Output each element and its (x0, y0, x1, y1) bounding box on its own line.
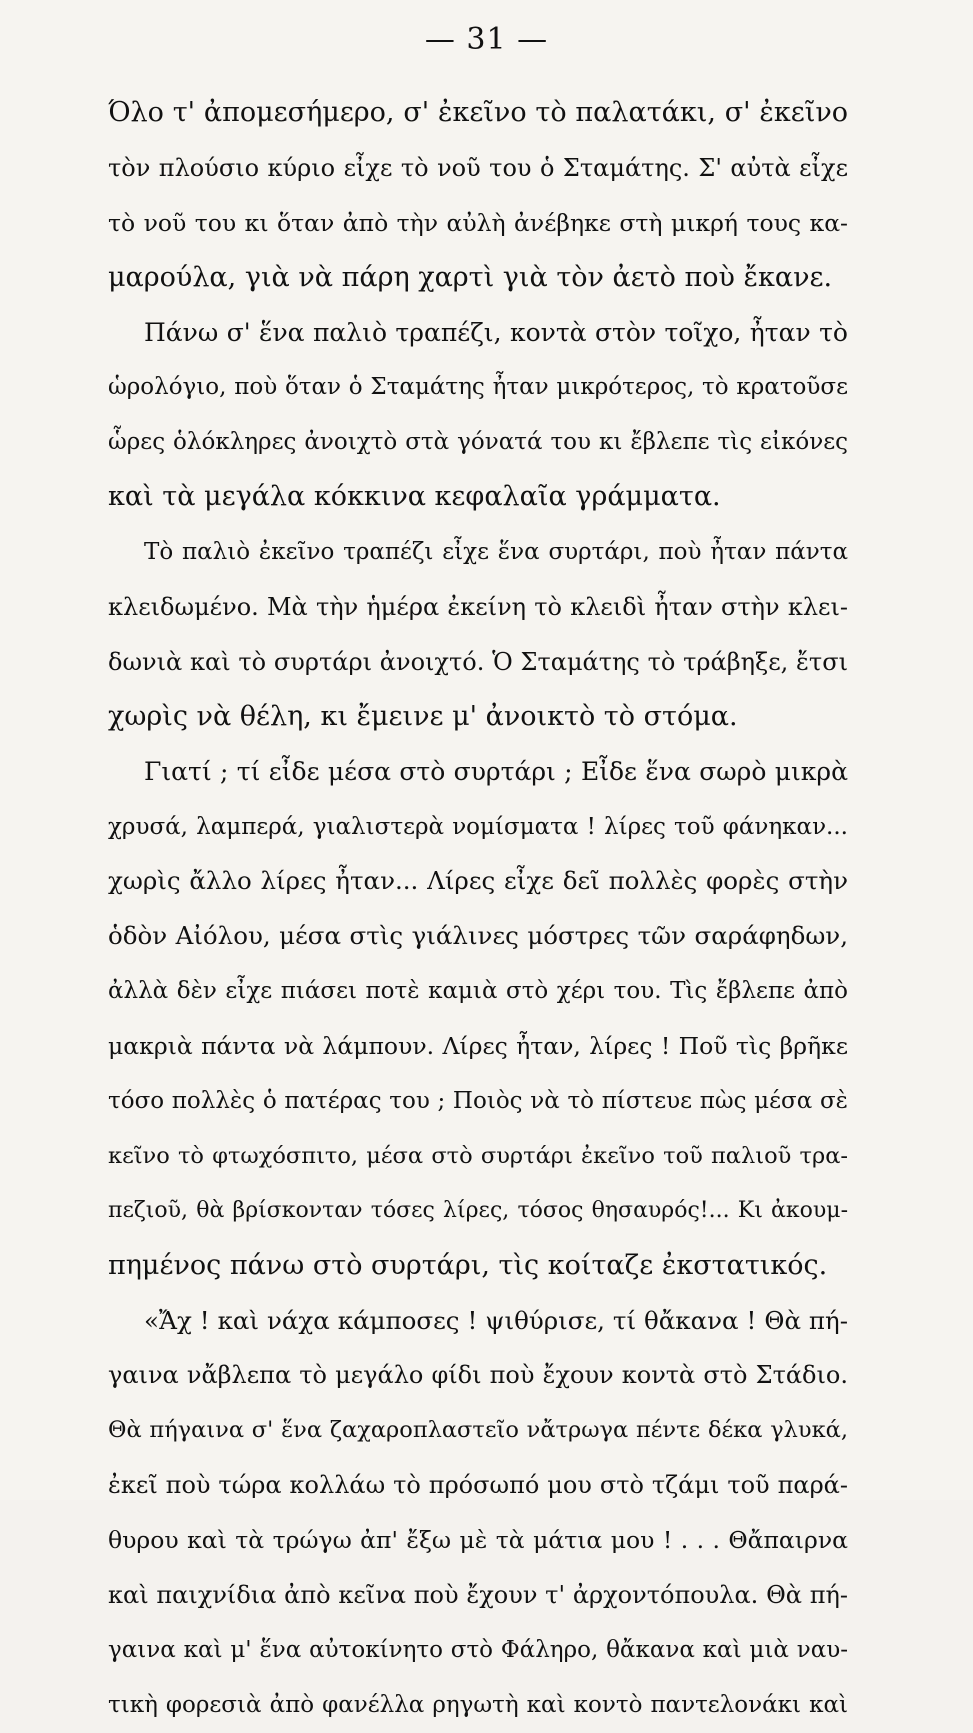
text-line: πεζιοῦ, θὰ βρίσκονταν τόσες λίρες, τόσος θησαυρός!... Κι ἀκουμ- (108, 1197, 848, 1223)
text-line: χωρὶς νὰ θέλη, κι ἔμεινε μ' ἀνοικτὸ τὸ στόμα. (108, 700, 738, 732)
text-line: θυρου καὶ τὰ τρώγω ἀπ' ἔξω μὲ τὰ μάτια μου ! . . . Θἄπαιρνα (108, 1526, 848, 1555)
text-line: ὧρες ὁλόκληρες ἀνοιχτὸ στὰ γόνατά του κι ἔβλεπε τὶς εἰκόνες (108, 429, 848, 456)
text-line: Όλο τ' ἀπομεσήμερο, σ' ἐκεῖνο τὸ παλατάκι, σ' ἐκεῖνο (108, 97, 848, 128)
text-line: καὶ τὰ μεγάλα κόκκινα κεφαλαῖα γράμματα. (108, 481, 721, 513)
text-line: γαινα καὶ μ' ἕνα αὐτοκίνητο στὸ Φάληρο, θἄκανα καὶ μιὰ ναυ- (108, 1636, 848, 1663)
text-line: Θὰ πήγαινα σ' ἕνα ζαχαροπλαστεῖο νἄτρωγα πέντε δέκα γλυκά, (108, 1417, 848, 1444)
text-line: τικὴ φορεσιὰ ἀπὸ φανέλλα ρηγωτὴ καὶ κοντὸ παντελονάκι καὶ (108, 1691, 848, 1718)
text-line: τὸν πλούσιο κύριο εἶχε τὸ νοῦ του ὁ Σταμάτης. Σ' αὐτὰ εἶχε (108, 153, 848, 182)
text-line: ὁδὸν Αἰόλου, μέσα στὶς γιάλινες μόστρες τῶν σαράφηδων, (108, 921, 848, 951)
text-line: μακριὰ πάντα νὰ λάμπουν. Λίρες ἦταν, λίρες ! Ποῦ τὶς βρῆκε (108, 1032, 848, 1061)
page-number: — 31 — (424, 22, 549, 57)
text-line: μαρούλα, γιὰ νὰ πάρη χαρτὶ γιὰ τὸν ἀετὸ ποὺ ἔκανε. (108, 261, 833, 293)
text-line: χωρὶς ἄλλο λίρες ἦταν... Λίρες εἶχε δεῖ πολλὲς φορὲς στὴν (108, 866, 848, 896)
text-line: Γιατί ; τί εἶδε μέσα στὸ συρτάρι ; Εἶδε ἕνα σωρὸ μικρὰ (144, 756, 848, 786)
text-line: γαινα νἄβλεπα τὸ μεγάλο φίδι ποὺ ἔχουν κοντὰ στὸ Στάδιο. (108, 1361, 848, 1390)
text-line: δωνιὰ καὶ τὸ συρτάρι ἀνοιχτό. Ὁ Σταμάτης τὸ τράβηξε, ἔτσι (108, 647, 848, 676)
text-line: τόσο πολλὲς ὁ πατέρας του ; Ποιὸς νὰ τὸ πίστευε πὼς μέσα σὲ (108, 1088, 848, 1115)
text-line: κλειδωμένο. Μὰ τὴν ἡμέρα ἐκείνη τὸ κλειδὶ ἦταν στὴν κλει- (108, 593, 848, 622)
text-line: ἐκεῖ ποὺ τώρα κολλάω τὸ πρόσωπό μου στὸ τζάμι τοῦ παρά- (108, 1471, 848, 1500)
text-line: «Ἄχ ! καὶ νάχα κάμποσες ! ψιθύρισε, τί θἄκανα ! Θὰ πή- (144, 1305, 848, 1335)
body-text (108, 86, 848, 1733)
text-line: τὸ νοῦ του κι ὅταν ἀπὸ τὴν αὐλὴ ἀνέβηκε στὴ μικρή τους κα- (108, 208, 848, 237)
text-line: χρυσά, λαμπερά, γιαλιστερὰ νομίσματα ! λίρες τοῦ φάνηκαν... (108, 813, 848, 840)
text-line: ἀλλὰ δὲν εἶχε πιάσει ποτὲ καμιὰ στὸ χέρι του. Τὶς ἔβλεπε ἀπὸ (108, 978, 848, 1005)
text-line: πημένος πάνω στὸ συρτάρι, τὶς κοίταζε ἐκστατικός. (108, 1249, 828, 1281)
text-line: κεῖνο τὸ φτωχόσπιτο, μέσα στὸ συρτάρι ἐκεῖνο τοῦ παλιοῦ τρα- (108, 1142, 848, 1169)
text-line: καὶ παιχνίδια ἀπὸ κεῖνα ποὺ ἔχουν τ' ἀρχοντόπουλα. Θὰ πή- (108, 1581, 848, 1610)
text-line: Πάνω σ' ἕνα παλιὸ τραπέζι, κοντὰ στὸν τοῖχο, ἦταν τὸ (144, 317, 848, 347)
text-line: ὡρολόγιο, ποὺ ὅταν ὁ Σταμάτης ἦταν μικρότερος, τὸ κρατοῦσε (108, 374, 848, 401)
text-line: Τὸ παλιὸ ἐκεῖνο τραπέζι εἶχε ἕνα συρτάρι, ποὺ ἦταν πάντα (144, 539, 848, 566)
